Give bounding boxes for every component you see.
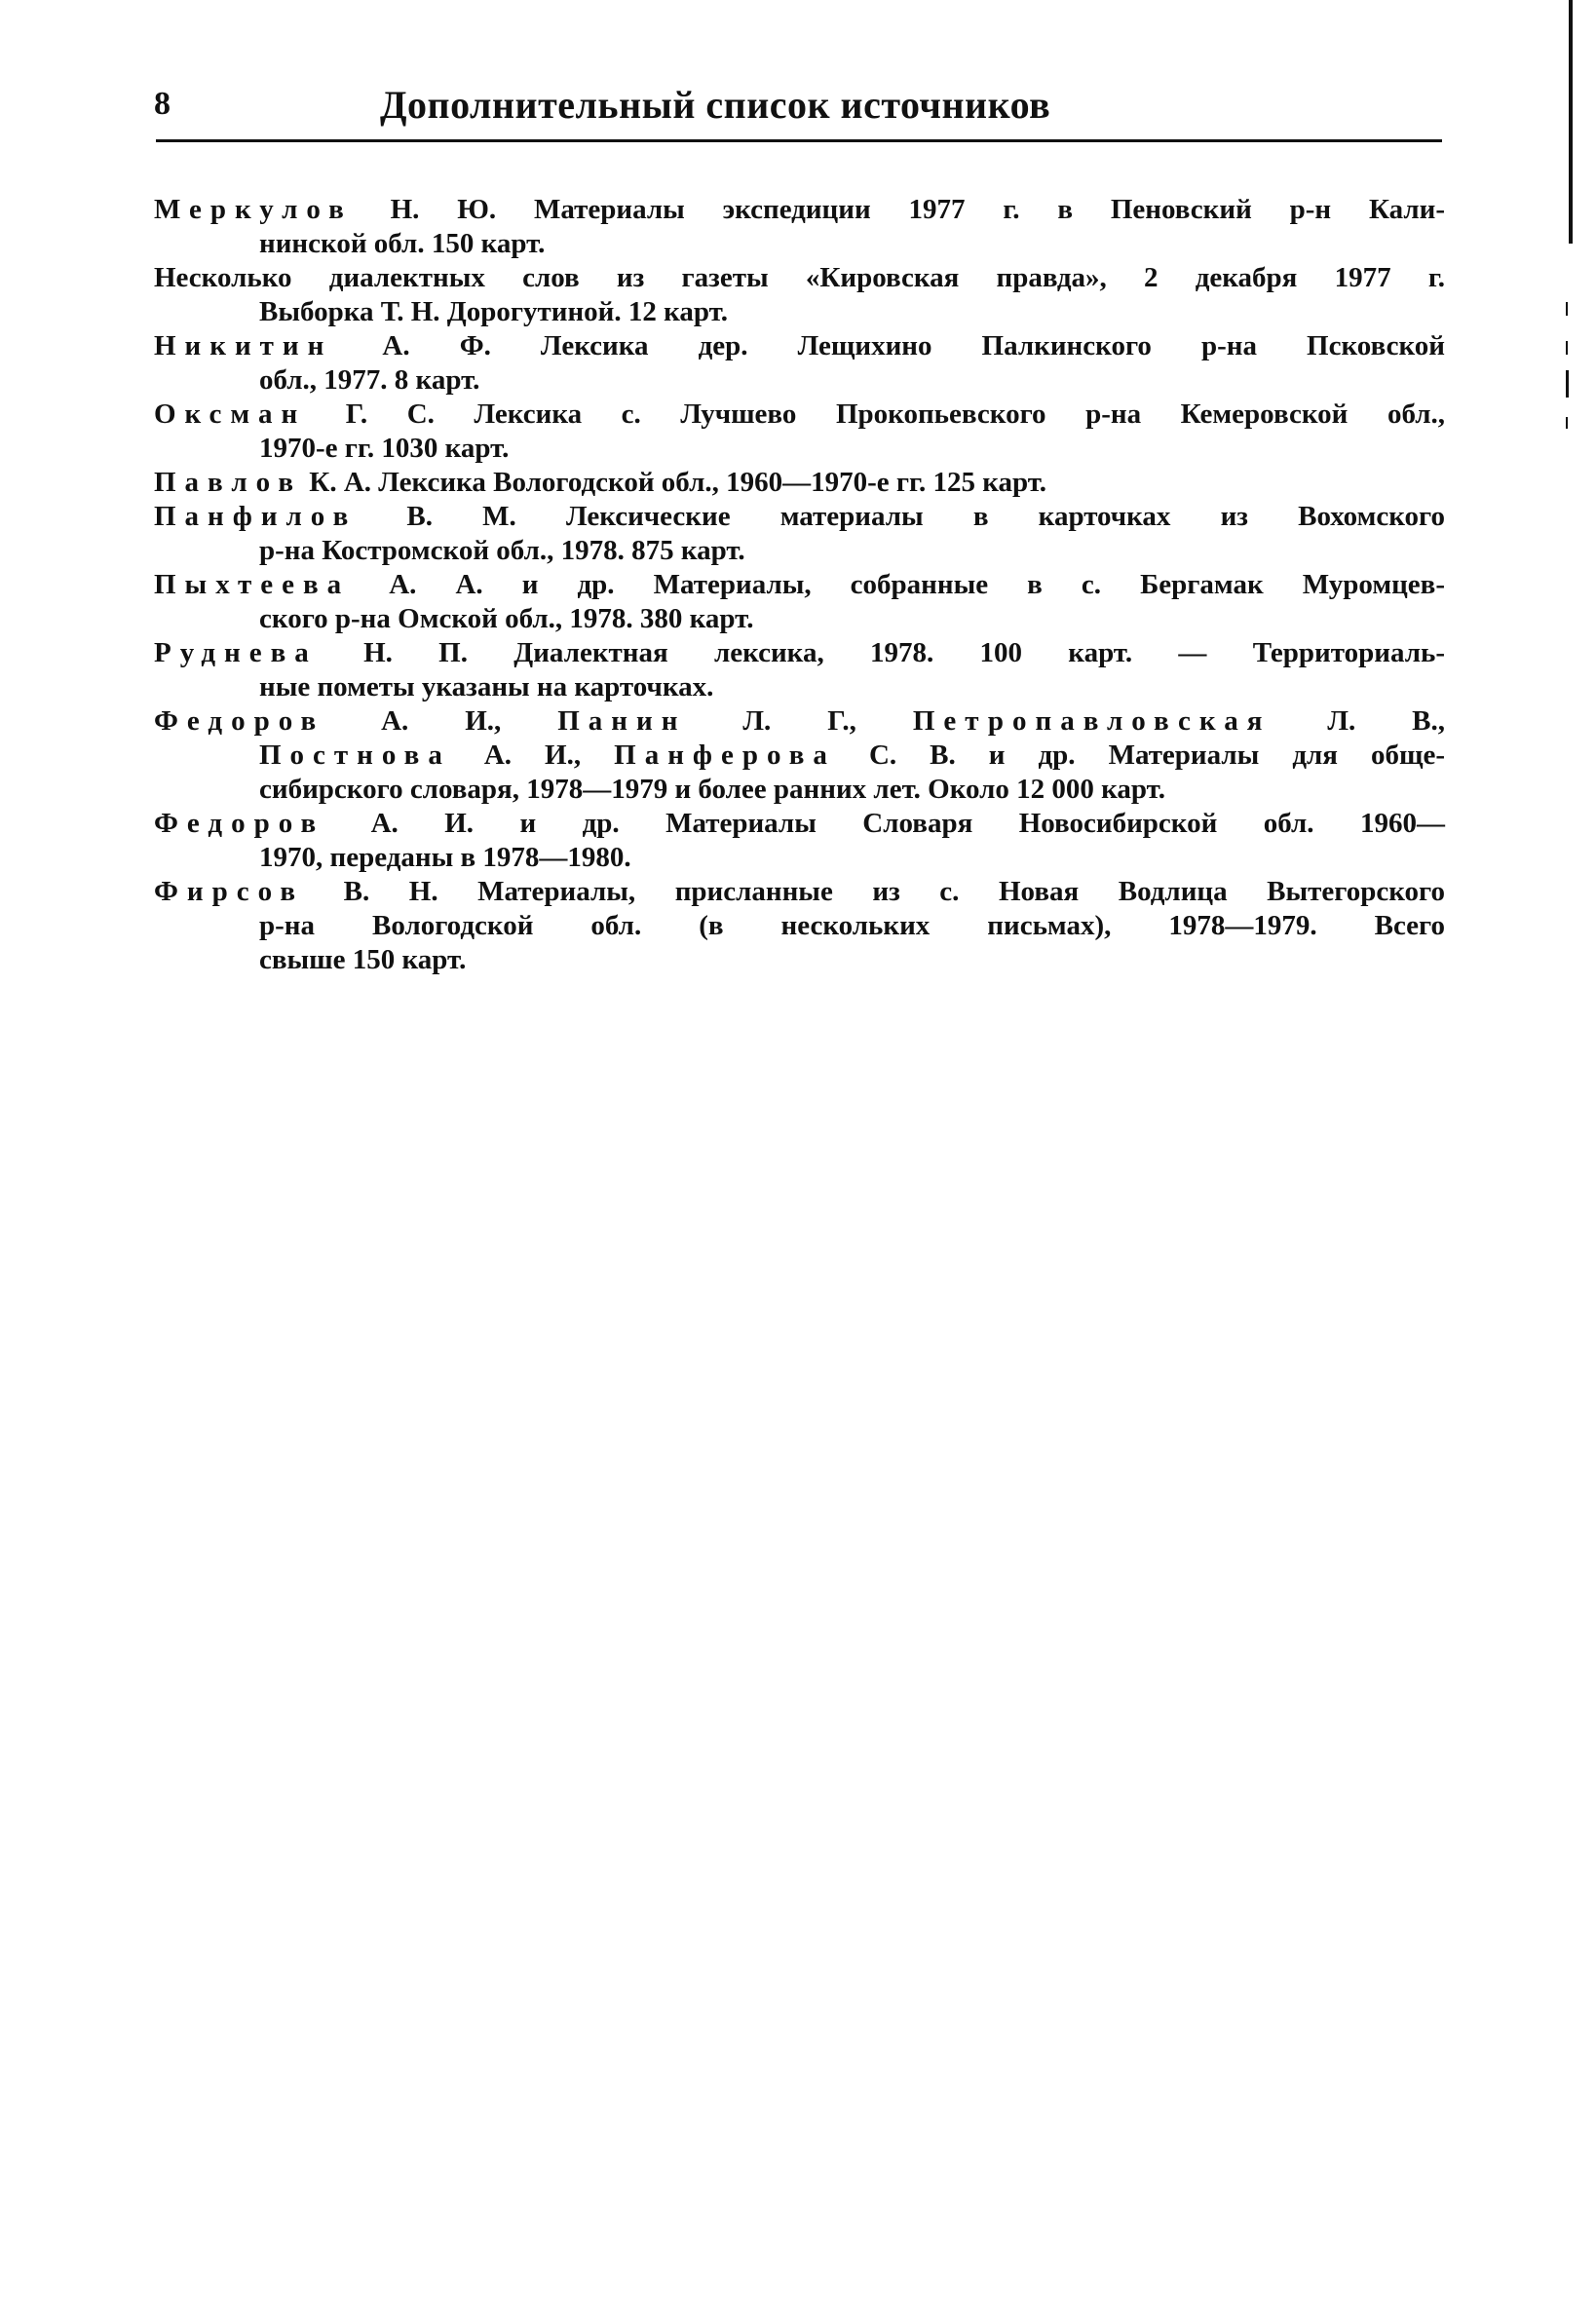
author-name: Петропавловская [912,705,1272,737]
entry-text: Л. В., [1271,705,1445,737]
entry-text: свыше 150 карт. [259,944,467,975]
entry-text: А. И., [324,705,558,737]
entry-text: р-на Костромской обл., 1978. 875 карт. [259,535,745,566]
author-name: Руднева [154,637,318,668]
author-name: Постнова [259,740,451,771]
entry-text: В. Н. Материалы, присланные из с. Новая Водлица Вытегорского [304,876,1445,907]
list-item [154,500,1445,568]
entry-line [154,261,1445,295]
entry-text: А. А. и др. Материалы, собранные в с. Бергамак Муромцев- [350,569,1445,600]
author-name: Павлов [154,467,303,498]
entry-text: сибирского словаря, 1978—1979 и более ранних лет. Около 12 000 карт. [259,774,1165,805]
list-item [154,398,1445,466]
author-name: Пыхтеева [154,569,351,600]
entry-text: ского р-на Омской обл., 1978. 380 карт. [259,603,754,634]
author-name: Федоров [154,705,325,737]
list-item [154,193,1445,261]
entry-text: А. И., [450,740,615,771]
entry-text: обл., 1977. 8 карт. [259,364,480,396]
entry-text: Выборка Т. Н. Дорогутиной. 12 карт. [259,296,728,327]
entry-line [154,636,1445,670]
entry-line [154,704,1445,739]
entry-line [154,773,1445,807]
entry-line [154,602,1445,636]
entry-text: ные пометы указаны на карточках. [259,671,714,702]
entry-text: Н. Ю. Материалы экспедиции 1977 г. в Пеновский р-н Кали- [352,194,1445,225]
list-item [154,568,1445,636]
entry-line [154,875,1445,909]
author-name: Фирсов [154,876,305,907]
entry-line [154,363,1445,398]
list-item [154,875,1445,977]
scan-edge-mark [1566,370,1569,398]
author-name: Меркулов [154,194,353,225]
author-name: Панфилов [154,501,358,532]
list-item [154,466,1445,500]
scan-edge-mark [1566,417,1568,429]
list-item [154,807,1445,875]
author-name: Оксман [154,398,307,430]
list-item [154,636,1445,704]
entry-line [154,432,1445,466]
entry-text: Несколько диалектных слов из газеты «Кировская правда», 2 декабря 1977 г. [154,262,1445,293]
entry-text: нинской обл. 150 карт. [259,228,546,259]
entry-line [154,534,1445,568]
scan-edge-mark [1566,302,1568,316]
author-name: Панферова [614,740,836,771]
list-item [154,329,1445,398]
entry-line [154,227,1445,261]
entry-line [154,466,1445,500]
entry-text: А. Ф. Лексика дер. Лещихино Палкинского р-на Псковской [332,330,1445,361]
entry-text: Л. Г., [686,705,913,737]
source-list [154,193,1445,977]
scan-edge-mark [1569,0,1573,244]
entry-text: Н. П. Диалектная лексика, 1978. 100 карт. — Территориаль- [317,637,1445,668]
entry-text: 1970-е гг. 1030 карт. [259,433,510,464]
author-name: Никитин [154,330,333,361]
entry-line [154,193,1445,227]
scan-edge-mark [1566,341,1568,355]
entry-text: 1970, переданы в 1978—1980. [259,842,631,873]
entry-line [154,943,1445,977]
header-rule [156,139,1442,142]
list-item [154,704,1445,807]
entry-line [154,670,1445,704]
entry-line [154,841,1445,875]
entry-line [154,295,1445,329]
entry-text: К. А. Лексика Вологодской обл., 1960—1970-е гг. 125 карт. [302,467,1047,498]
entry-line [154,568,1445,602]
entry-text: В. М. Лексические материалы в карточках из Вохомского [357,501,1445,532]
entry-text: А. И. и др. Материалы Словаря Новосибирской обл. 1960— [324,808,1445,839]
entry-text: р-на Вологодской обл. (в нескольких письмах), 1978—1979. Всего [259,910,1445,941]
entry-text: Г. С. Лексика с. Лучшево Прокопьевского р-на Кемеровской обл., [306,398,1445,430]
author-name: Панин [557,705,687,737]
entry-line [154,500,1445,534]
entry-line [154,909,1445,943]
entry-line [154,807,1445,841]
page-title: Дополнительный список источников [380,83,1051,127]
entry-line [154,398,1445,432]
list-item [154,261,1445,329]
author-name: Федоров [154,808,325,839]
entry-text: С. В. и др. Материалы для обще- [835,740,1445,771]
page-number: 8 [154,86,171,122]
entry-line [154,739,1445,773]
entry-line [154,329,1445,363]
